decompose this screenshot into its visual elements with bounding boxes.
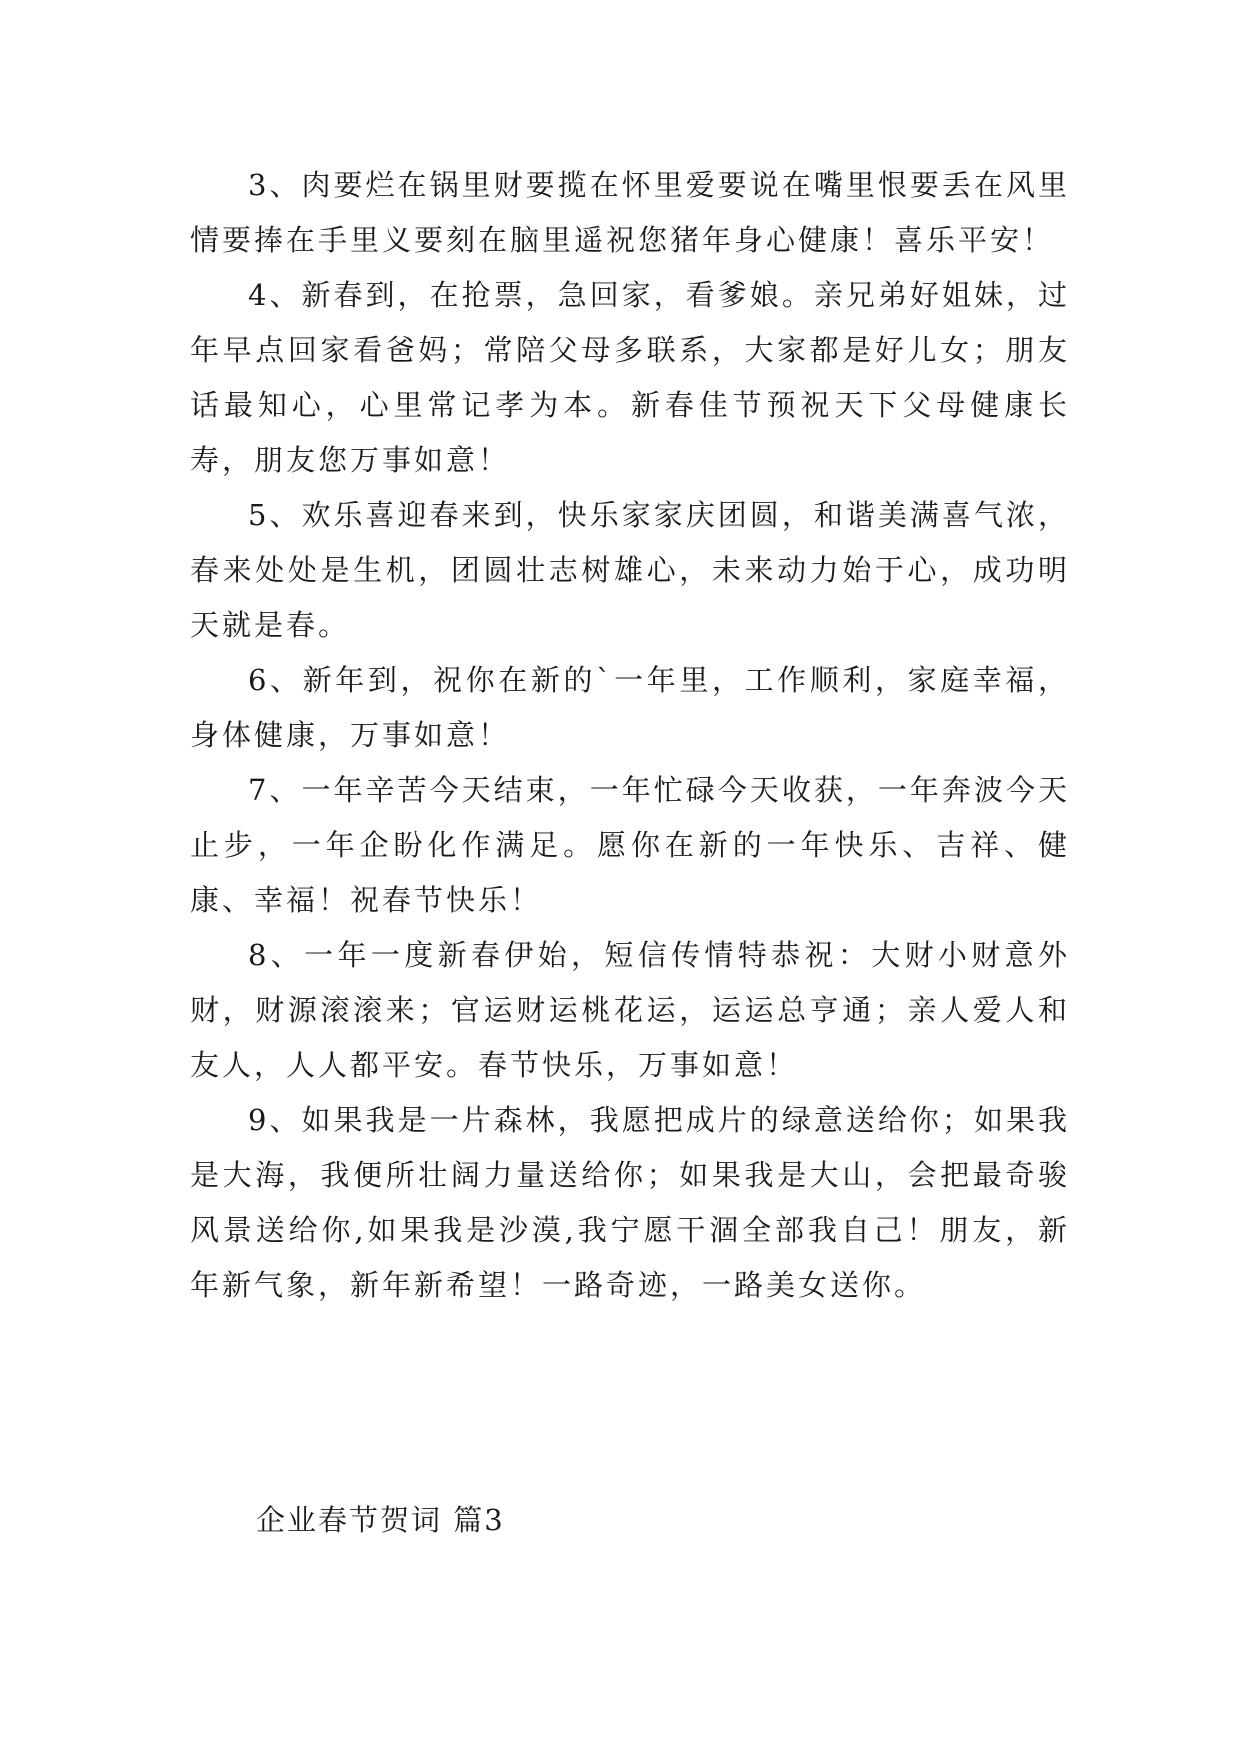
document-body	[190, 158, 1070, 1313]
paragraph-5: 5、欢乐喜迎春来到，快乐家家庆团圆，和谐美满喜气浓，春来处处是生机，团圆壮志树雄心，未来动力始于心，成功明天就是春。	[190, 498, 1070, 642]
paragraph-8: 8、一年一度新春伊始，短信传情特恭祝：大财小财意外财，财源滚滚来；官运财运桃花运，运运总亨通；亲人爱人和友人，人人都平安。春节快乐，万事如意！	[190, 938, 1070, 1082]
paragraph-9: 9、如果我是一片森林，我愿把成片的绿意送给你；如果我是大海，我便所壮阔力量送给你；如果我是大山，会把最奇骏风景送给你,如果我是沙漠,我宁愿干涸全部我自己！朋友，新年新气象，新年新希望！一路奇迹，一路美女送你。	[190, 1103, 1070, 1302]
paragraph-3: 3、肉要烂在锅里财要揽在怀里爱要说在嘴里恨要丢在风里情要捧在手里义要刻在脑里遥祝您猪年身心健康！喜乐平安！	[190, 168, 1070, 257]
section-title: 企业春节贺词 篇3	[256, 1503, 505, 1537]
paragraph-4: 4、新春到，在抢票，急回家，看爹娘。亲兄弟好姐妹，过年早点回家看爸妈；常陪父母多联系，大家都是好儿女；朋友话最知心，心里常记孝为本。新春佳节预祝天下父母健康长寿，朋友您万事如意！	[190, 278, 1070, 477]
paragraph-6: 6、新年到，祝你在新的`一年里，工作顺利，家庭幸福，身体健康，万事如意！	[190, 663, 1070, 752]
paragraph-7: 7、一年辛苦今天结束，一年忙碌今天收获，一年奔波今天止步，一年企盼化作满足。愿你在新的一年快乐、吉祥、健康、幸福！祝春节快乐！	[190, 773, 1070, 917]
